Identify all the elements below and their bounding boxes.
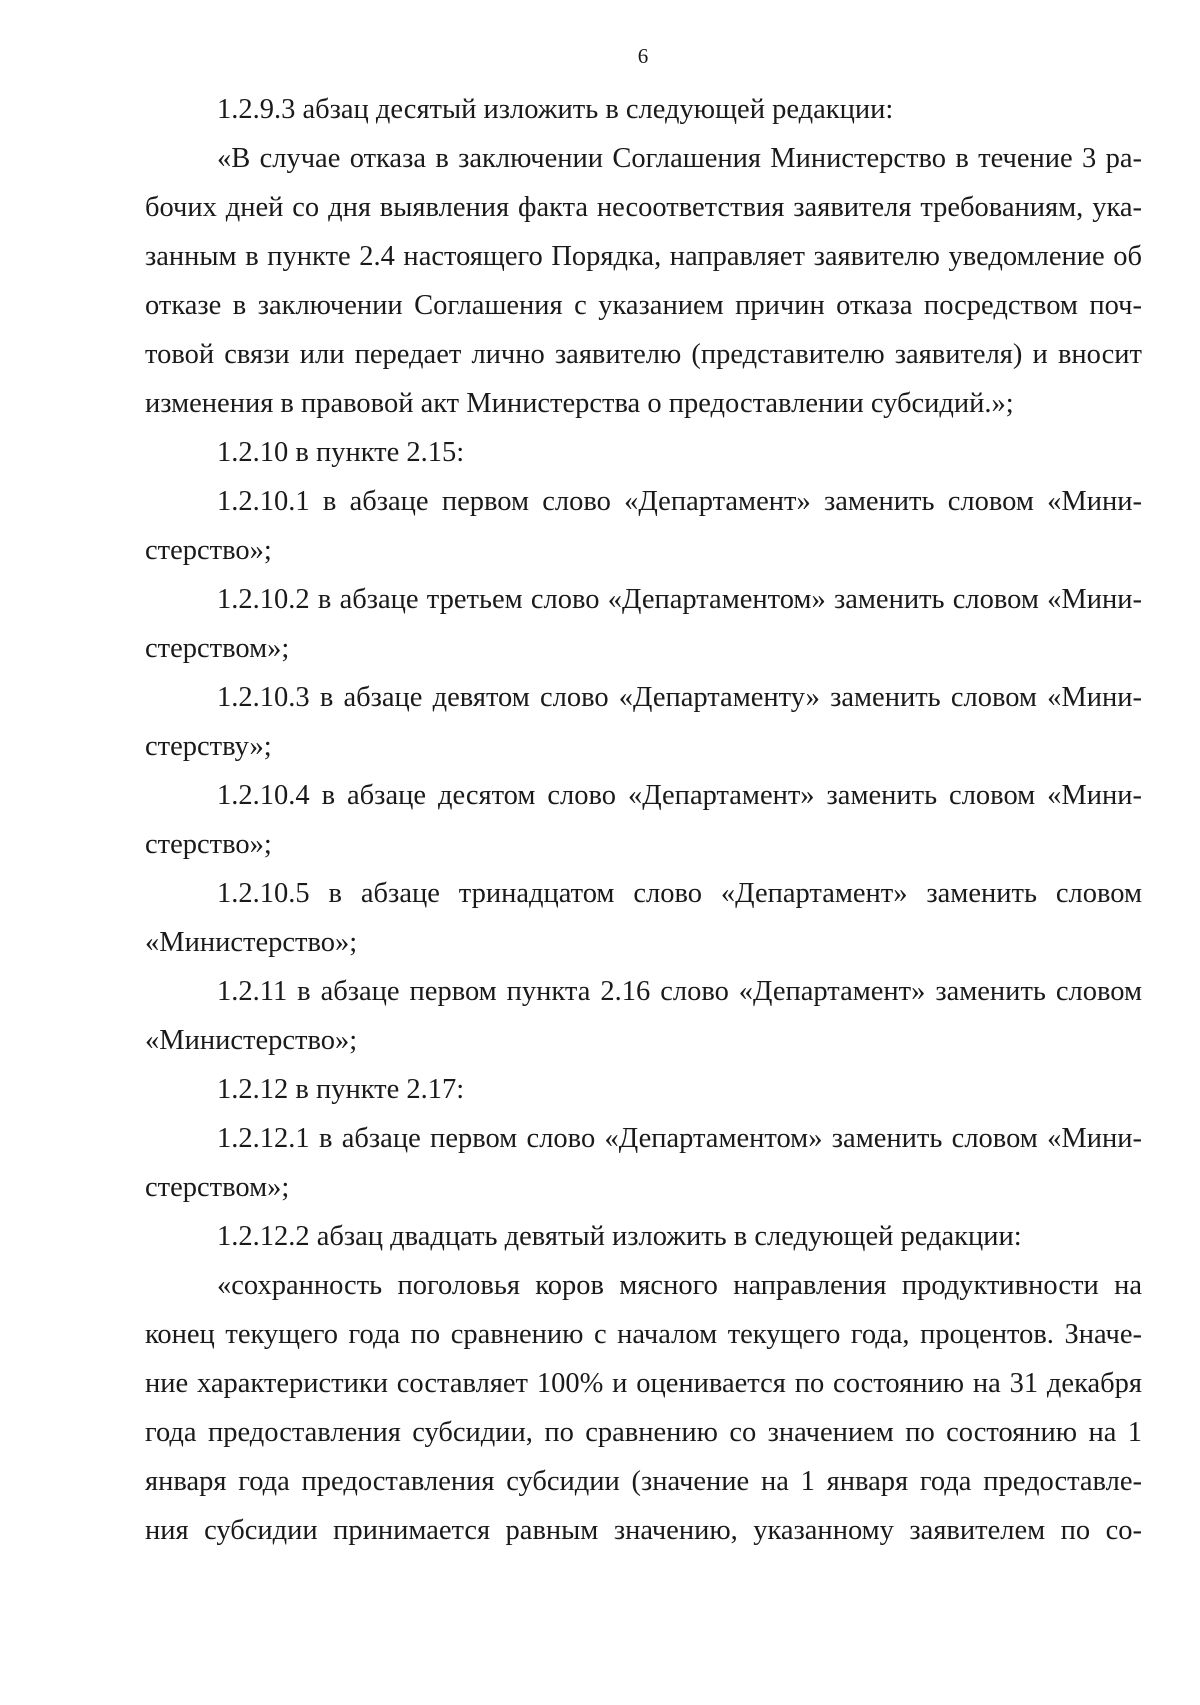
text-line: «сохранность поголовья коров мясного направления продуктивности на bbox=[217, 1270, 1142, 1301]
text-line: 1.2.10.2 в абзаце третьем слово «Департаментом» заменить словом «Мини- bbox=[217, 584, 1142, 615]
text-line: «Министерство»; bbox=[145, 1025, 358, 1056]
text-line: стерством»; bbox=[145, 633, 290, 664]
text-line: 1.2.10.1 в абзаце первом слово «Департамент» заменить словом «Мини- bbox=[217, 486, 1142, 517]
text-line: января года предоставления субсидии (значение на 1 января года предоставле- bbox=[145, 1466, 1142, 1497]
text-line: стерство»; bbox=[145, 829, 272, 860]
text-line: конец текущего года по сравнению с началом текущего года, процентов. Значе- bbox=[145, 1319, 1142, 1350]
text-line: года предоставления субсидии, по сравнению со значением по состоянию на 1 bbox=[145, 1417, 1142, 1448]
text-line: бочих дней со дня выявления факта несоответствия заявителя требованиям, ука- bbox=[145, 192, 1142, 223]
text-line: 1.2.10.3 в абзаце девятом слово «Департаменту» заменить словом «Мини- bbox=[217, 682, 1142, 713]
text-line: 1.2.10.5 в абзаце тринадцатом слово «Департамент» заменить словом bbox=[217, 878, 1142, 909]
text-line: 1.2.12 в пункте 2.17: bbox=[217, 1074, 465, 1105]
text-line: товой связи или передает лично заявителю (представителю заявителя) и вносит bbox=[145, 339, 1142, 370]
text-line: стерство»; bbox=[145, 535, 272, 566]
text-line: «В случае отказа в заключении Соглашения Министерство в течение 3 ра- bbox=[217, 143, 1142, 174]
page-number: 6 bbox=[637, 44, 649, 68]
text-line: отказе в заключении Соглашения с указанием причин отказа посредством поч- bbox=[145, 290, 1142, 321]
text-line: стерству»; bbox=[145, 731, 272, 762]
text-line: занным в пункте 2.4 настоящего Порядка, направляет заявителю уведомление об bbox=[145, 241, 1142, 272]
text-line: 1.2.9.3 абзац десятый изложить в следующей редакции: bbox=[217, 94, 894, 125]
text-line: 1.2.12.1 в абзаце первом слово «Департаментом» заменить словом «Мини- bbox=[217, 1123, 1142, 1154]
text-line: 1.2.12.2 абзац двадцать девятый изложить в следующей редакции: bbox=[217, 1221, 1022, 1252]
text-line: ния субсидии принимается равным значению, указанному заявителем по со- bbox=[145, 1515, 1142, 1546]
text-line: 1.2.10 в пункте 2.15: bbox=[217, 437, 465, 468]
text-line: изменения в правовой акт Министерства о предоставлении субсидий.»; bbox=[145, 388, 1014, 419]
text-line: 1.2.10.4 в абзаце десятом слово «Департамент» заменить словом «Мини- bbox=[217, 780, 1142, 811]
text-line: 1.2.11 в абзаце первом пункта 2.16 слово «Департамент» заменить словом bbox=[217, 976, 1142, 1007]
document-body bbox=[145, 85, 1142, 1555]
text-line: ние характеристики составляет 100% и оценивается по состоянию на 31 декабря bbox=[145, 1368, 1142, 1399]
text-line: «Министерство»; bbox=[145, 927, 358, 958]
text-line: стерством»; bbox=[145, 1172, 290, 1203]
